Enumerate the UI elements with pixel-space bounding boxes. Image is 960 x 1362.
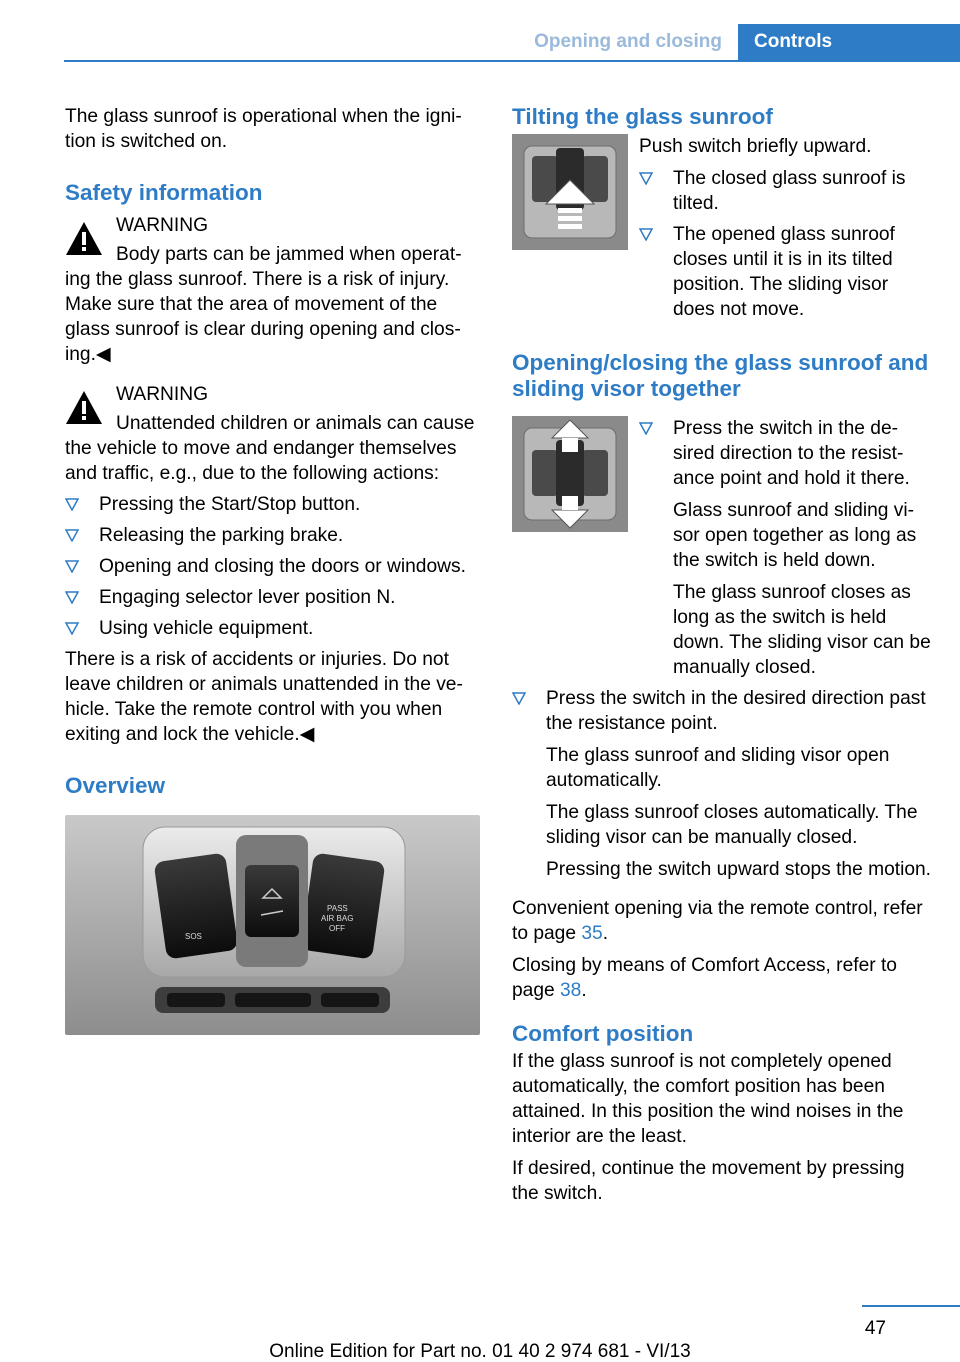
list-item: Pressing the Start/Stop button.: [65, 492, 479, 517]
list-item: Engaging selector lever position N.: [65, 585, 479, 610]
sos-label: SOS: [185, 932, 202, 941]
list-item: The opened glass sunroof closes until it is in its tilted position. The sliding visor does not move.: [639, 222, 932, 322]
comfort-access-paragraph: Closing by means of Comfort Access, refer to page 38.: [512, 955, 897, 1001]
warning-action-list: [65, 492, 479, 641]
intro-paragraph: The glass sunroof is operational when the ignition is switched on.: [65, 106, 462, 152]
list-item: Releasing the parking brake.: [65, 523, 479, 548]
overhead-console-photo: [65, 815, 480, 1035]
switch-up-down-illustration: [512, 416, 628, 532]
open-close-list: [639, 416, 932, 680]
airbag-label: AIR BAG: [321, 914, 354, 923]
left-column: [65, 104, 479, 1042]
auto-open-list: [512, 686, 932, 882]
triangle-bullet-icon: [65, 591, 79, 604]
comfort-position-heading: Comfort position: [512, 1021, 694, 1046]
triangle-bullet-icon: [639, 228, 653, 241]
tilt-list: [639, 166, 932, 322]
remote-control-paragraph: Convenient opening via the remote control, refer to page 35.: [512, 898, 923, 944]
page-number: 47: [864, 1318, 886, 1339]
list-item: Opening and closing the doors or windows.: [65, 554, 479, 579]
page-reference-link[interactable]: 38: [560, 980, 582, 1001]
triangle-bullet-icon: [65, 498, 79, 511]
warning-body: Body parts can be jammed when operating the glass sunroof. There is a risk of injury. Make sure that the area of movement of the glass sunroof is clear during opening and closing.◀: [65, 244, 462, 365]
header-rule: [64, 60, 960, 62]
list-item: Using vehicle equipment.: [65, 616, 479, 641]
warning-jamming: [65, 212, 479, 367]
triangle-bullet-icon: [639, 422, 653, 435]
pass-label: PASS: [327, 904, 348, 913]
edition-note: Online Edition for Part no. 01 40 2 974 681 - VI/13: [269, 1341, 691, 1362]
tilt-intro: Push switch briefly upward.: [639, 136, 872, 157]
open-close-heading: Opening/closing the glass sunroof and sliding visor together: [512, 350, 929, 401]
list-item: Press the switch in the desired direction to the resistance point and hold it there. Glass sunroof and sliding visor open together as long as the switch is held down. The glass sunroof closes as long as the switch is held down. The sliding visor can be manually closed.: [639, 416, 932, 680]
warning-title: WARNING: [116, 215, 209, 236]
triangle-bullet-icon: [65, 529, 79, 542]
switch-up-illustration: [512, 134, 628, 250]
chapter-tab: Controls: [738, 24, 960, 62]
triangle-bullet-icon: [512, 692, 526, 705]
warning-icon: [65, 220, 103, 258]
off-label: OFF: [329, 924, 345, 933]
overview-heading: Overview: [65, 773, 166, 798]
list-item: Press the switch in the desired direction past the resistance point. The glass sunroof and sliding visor open automatically. The glass sunroof closes automatically. The sliding visor can be manually closed. Pressing the switch upward stops the motion.: [512, 686, 932, 882]
safety-heading: Safety information: [65, 180, 263, 205]
page-reference-link[interactable]: 35: [581, 923, 603, 944]
section-title: Opening and closing: [534, 31, 722, 52]
tilt-section: [512, 134, 932, 328]
comfort-paragraph-1: If the glass sunroof is not completely opened automatically, the comfort position has been attained. In this position the wind noises in the interior are the least.: [512, 1051, 904, 1147]
warning-body: Unattended children or animals can cause the vehicle to move and endanger themselves and traffic, e.g., due to the following actions:: [65, 413, 475, 484]
footer-rule: [862, 1305, 960, 1307]
triangle-bullet-icon: [639, 172, 653, 185]
list-item: The closed glass sunroof is tilted.: [639, 166, 932, 216]
right-column: [512, 104, 932, 1213]
tilt-heading: Tilting the glass sunroof: [512, 104, 773, 129]
warning-closing-text: There is a risk of accidents or injuries. Do not leave children or animals unattended in the vehicle. Take the remote control with you when exiting and lock the vehicle.◀: [65, 649, 463, 745]
tilt-text: [639, 134, 932, 328]
warning-title: WARNING: [116, 384, 209, 405]
triangle-bullet-icon: [65, 622, 79, 635]
page-header: [0, 0, 960, 62]
open-close-text: [639, 416, 932, 686]
warning-children: [65, 381, 479, 486]
comfort-paragraph-2: If desired, continue the movement by pressing the switch.: [512, 1158, 905, 1204]
warning-icon: [65, 389, 103, 427]
triangle-bullet-icon: [65, 560, 79, 573]
open-close-section: [512, 416, 932, 686]
